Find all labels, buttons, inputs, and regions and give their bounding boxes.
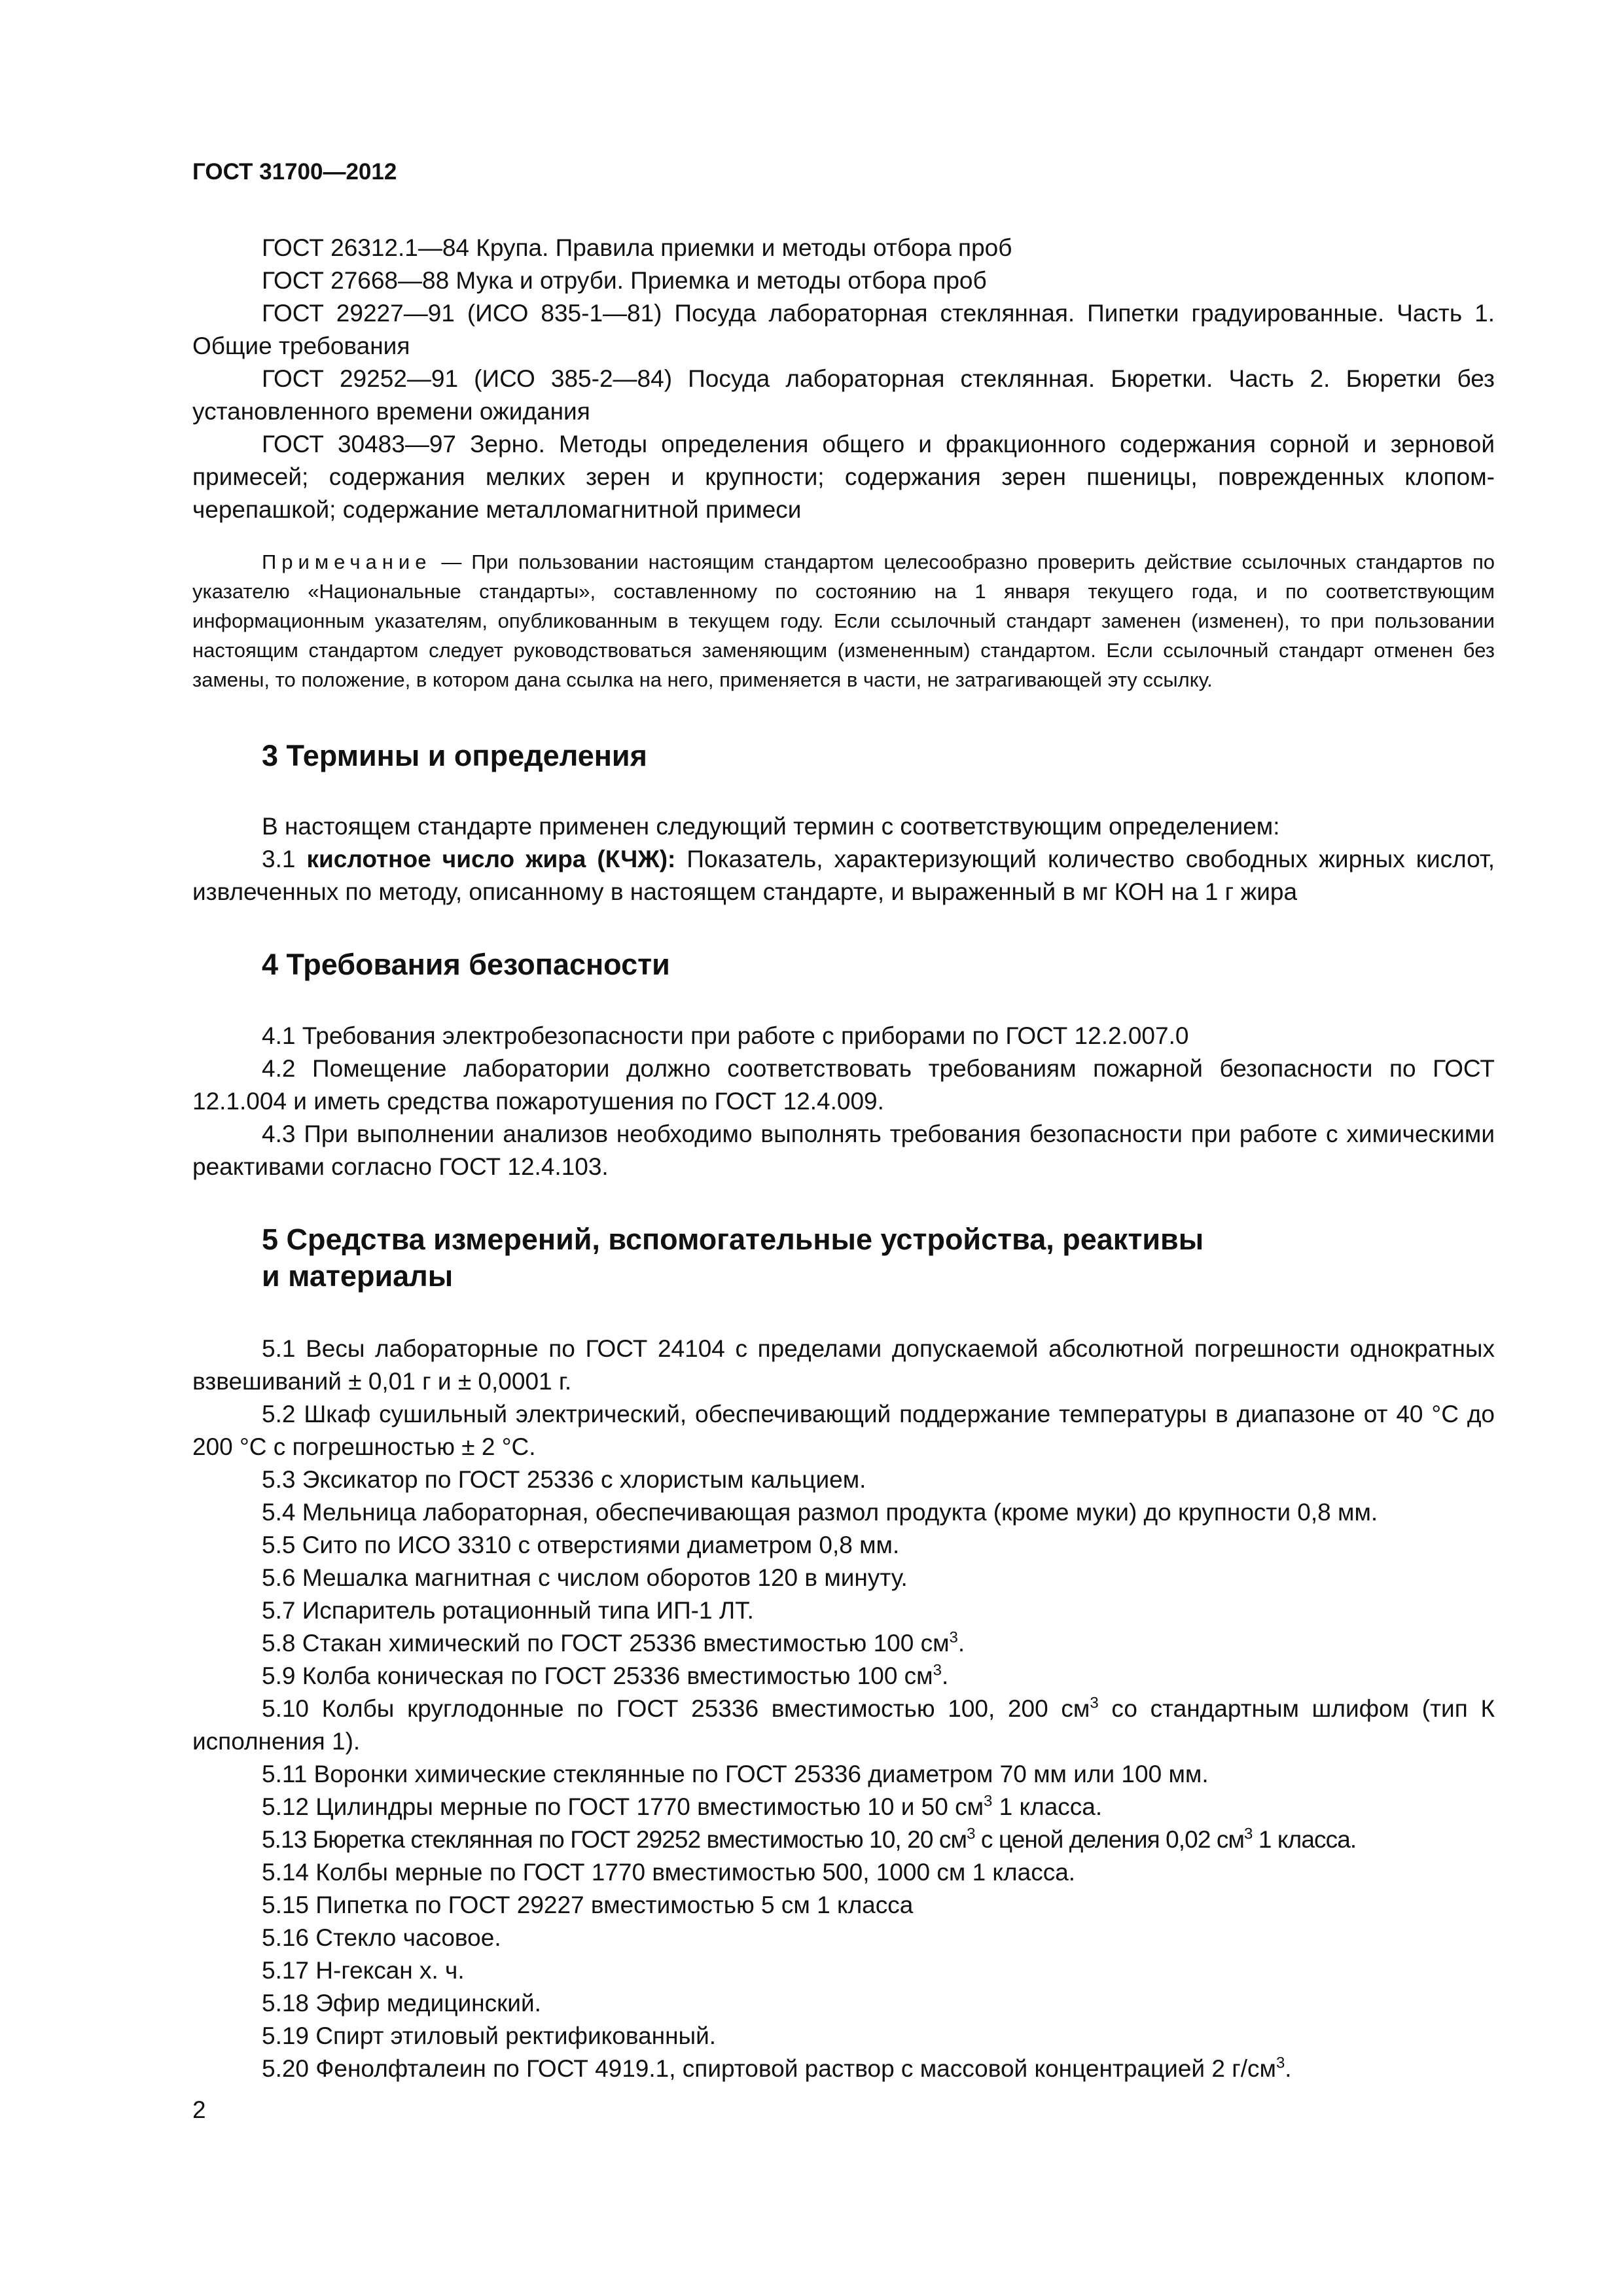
section-5-heading-line2: и материалы — [262, 1259, 454, 1293]
definition-number: 3.1 — [262, 846, 307, 872]
item-period: . — [957, 1630, 965, 1657]
section-5-item: 5.11 Воронки химические стеклянные по ГОСТ 25336 диаметром 70 мм или 100 мм. — [262, 1761, 1209, 1787]
reference-item: ГОСТ 27668—88 Мука и отруби. Приемка и методы отбора проб — [262, 267, 987, 294]
section-5-item: 5.3 Эксикатор по ГОСТ 25336 с хлористым кальцием. — [262, 1466, 866, 1493]
superscript: 3 — [984, 1792, 993, 1810]
page-header-standard-code: ГОСТ 31700—2012 — [192, 159, 397, 185]
section-4-item: 4.3 При выполнении анализов необходимо выполнять требования безопасности при работе с химическими реактивами согласно ГОСТ 12.4.103. — [192, 1121, 1495, 1180]
page-content — [192, 232, 1495, 2085]
item-text: 1 класса. — [1252, 1826, 1357, 1853]
reference-item: ГОСТ 29227—91 (ИСО 835-1—81) Посуда лабораторная стеклянная. Пипетки градуированные. Часть 1. Общие требования — [192, 300, 1495, 359]
item-text: 5.9 Колба коническая по ГОСТ 25336 вместимостью 100 см — [262, 1662, 933, 1689]
superscript: 3 — [967, 1825, 975, 1843]
reference-item: ГОСТ 26312.1—84 Крупа. Правила приемки и методы отбора проб — [262, 234, 1012, 261]
section-5-item — [192, 1627, 1495, 1660]
page-number: 2 — [192, 2096, 206, 2123]
note-paragraph — [192, 547, 1495, 694]
section-5-item: 5.19 Спирт этиловый ректификованный. — [262, 2022, 717, 2049]
item-text: 1 класса. — [992, 1793, 1103, 1820]
section-5-item: 5.6 Мешалка магнитная с числом оборотов 120 в минуту. — [262, 1564, 908, 1591]
reference-item: ГОСТ 30483—97 Зерно. Методы определения общего и фракционного содержания сорной и зерновой примесей; содержания мелких зерен и крупности; содержания зерен пшеницы, поврежденных клопом-черепашкой; содержание металломагнитной примеси — [192, 431, 1495, 523]
section-5-item: 5.18 Эфир медицинский. — [262, 1990, 541, 2017]
section-5-item — [192, 1693, 1495, 1758]
section-5-item — [192, 1660, 1495, 1693]
section-5-item: 5.1 Весы лабораторные по ГОСТ 24104 с пределами допускаемой абсолютной погрешности однократных взвешиваний ± 0,01 г и ± 0,0001 г. — [192, 1335, 1495, 1395]
section-3-intro: В настоящем стандарте применен следующий термин с соответствующим определением: — [262, 813, 1280, 840]
item-text: 5.8 Стакан химический по ГОСТ 25336 вместимостью 100 см — [262, 1630, 950, 1657]
item-text: 5.20 Фенолфталеин по ГОСТ 4919.1, спиртовой раствор с массовой концентрацией 2 г/см — [262, 2055, 1276, 2082]
item-text: 5.10 Колбы круглодонные по ГОСТ 25336 вместимостью 100, 200 см — [262, 1695, 1090, 1722]
superscript: 3 — [949, 1628, 958, 1647]
note-text: — При пользовании настоящим стандартом целесообразно проверить действие ссылочных стандартов по указателю «Национальные стандарты», составленному по состоянию на 1 января текущего года, и по соответствующим информационным указателям, опубликованным в текущем году. Если ссылочный стандарт заменен (изменен), то при пользовании настоящим стандартом следует руководствоваться заменяющим (измененным) стандартом. Если ссылочный стандарт отменен без замены, то положение, в котором дана ссылка на него, применяется в части, не затрагивающей эту ссылку. — [192, 550, 1495, 691]
section-5-item: 5.14 Колбы мерные по ГОСТ 1770 вместимостью 500, 1000 см 1 класса. — [262, 1859, 1076, 1886]
item-period: . — [1285, 2055, 1292, 2082]
superscript: 3 — [933, 1661, 942, 1679]
item-text: 5.13 Бюретка стеклянная по ГОСТ 29252 вместимостью 10, 20 см — [262, 1826, 967, 1853]
section-4-item: 4.2 Помещение лаборатории должно соответствовать требованиям пожарной безопасности по ГОСТ 12.1.004 и иметь средства пожаротушения по ГОСТ 12.4.009. — [192, 1055, 1495, 1115]
section-5-item — [192, 1823, 1495, 1856]
item-text: с ценой деления 0,02 см — [974, 1826, 1245, 1853]
definition-text: Показатель, характеризующий количество свободных жирных кислот, извлеченных по методу, описанному в настоящем стандарте, и выраженный в мг КОН на 1 г жира — [192, 846, 1495, 905]
definition-term: кислотное число жира (КЧЖ): — [306, 846, 676, 872]
item-text: со стандартным шлифом (тип К исполнения 1). — [192, 1695, 1495, 1755]
section-5-item: 5.4 Мельница лабораторная, обеспечивающая размол продукта (кроме муки) до крупности 0,8 мм. — [262, 1499, 1378, 1526]
section-5-item: 5.17 Н-гексан х. ч. — [262, 1957, 465, 1984]
section-4-item: 4.1 Требования электробезопасности при работе с приборами по ГОСТ 12.2.007.0 — [262, 1022, 1189, 1049]
item-period: . — [941, 1662, 949, 1689]
section-5-item: 5.16 Стекло часовое. — [262, 1924, 501, 1951]
reference-item: ГОСТ 29252—91 (ИСО 385-2—84) Посуда лабораторная стеклянная. Бюретки. Часть 2. Бюретки без установленного времени ожидания — [192, 365, 1495, 425]
section-5-item — [192, 2053, 1495, 2085]
section-5-item: 5.2 Шкаф сушильный электрический, обеспечивающий поддержание температуры в диапазоне от 40 °С до 200 °С с погрешностью ± 2 °С. — [192, 1401, 1495, 1460]
section-4-heading: 4 Требования безопасности — [262, 948, 670, 981]
note-lead: Примечание — [262, 550, 432, 573]
section-5-heading-line1: 5 Средства измерений, вспомогательные устройства, реактивы — [262, 1223, 1204, 1256]
section-3-heading: 3 Термины и определения — [262, 739, 647, 772]
item-text: 5.12 Цилиндры мерные по ГОСТ 1770 вместимостью 10 и 50 см — [262, 1793, 984, 1820]
superscript: 3 — [1275, 2054, 1285, 2072]
section-3-definition — [192, 843, 1495, 908]
section-5-heading — [192, 1221, 1495, 1295]
superscript: 3 — [1090, 1694, 1099, 1712]
section-5-item — [192, 1791, 1495, 1823]
section-5-item: 5.7 Испаритель ротационный типа ИП-1 ЛТ. — [262, 1597, 754, 1624]
section-5-item: 5.15 Пипетка по ГОСТ 29227 вместимостью 5 см 1 класса — [262, 1892, 914, 1918]
superscript: 3 — [1244, 1825, 1253, 1843]
section-5-item: 5.5 Сито по ИСО 3310 с отверстиями диаметром 0,8 мм. — [262, 1532, 900, 1558]
